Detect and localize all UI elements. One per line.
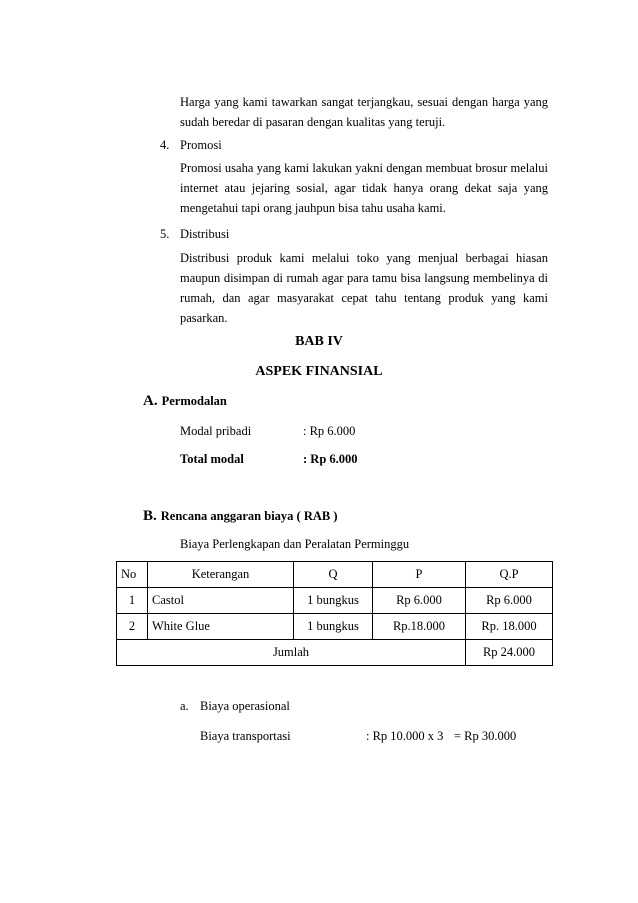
cell-no: 1 xyxy=(117,588,148,614)
total-value: Rp 24.000 xyxy=(466,640,553,666)
total-modal-value: : Rp 6.000 xyxy=(303,452,358,466)
list-item-distribusi xyxy=(160,224,229,244)
table-row xyxy=(117,588,553,614)
col-header-q: Q xyxy=(294,562,373,588)
col-header-qp: Q.P xyxy=(466,562,553,588)
modal-pribadi-value: : Rp 6.000 xyxy=(303,424,356,438)
section-letter: B. xyxy=(143,508,157,524)
list-number: 4. xyxy=(160,138,170,152)
operational-letter: a. xyxy=(180,699,189,713)
rab-table xyxy=(116,561,553,666)
list-title: Promosi xyxy=(180,138,222,152)
promosi-paragraph: Promosi usaha yang kami lakukan yakni dengan membuat brosur melalui internet atau jejaring sosial, agar tidak hanya orang dekat saja yang mengetahui tapi orang jauhpun bisa tahu usaha kami. xyxy=(180,161,548,215)
section-title: Permodalan xyxy=(161,394,227,408)
operational-title: Biaya operasional xyxy=(200,699,290,713)
col-header-p: P xyxy=(373,562,466,588)
col-header-keterangan: Keterangan xyxy=(148,562,294,588)
section-b-heading xyxy=(143,508,338,525)
total-label: Jumlah xyxy=(117,640,466,666)
list-item-promosi xyxy=(160,135,222,155)
table-total-row xyxy=(117,640,553,666)
cell-p: Rp 6.000 xyxy=(373,588,466,614)
cell-qp: Rp. 18.000 xyxy=(466,614,553,640)
transport-label: Biaya transportasi xyxy=(200,729,291,743)
total-modal-label: Total modal xyxy=(180,452,244,466)
chapter-number: BAB IV xyxy=(295,334,343,349)
harga-paragraph: Harga yang kami tawarkan sangat terjangkau, sesuai dengan harga yang sudah beredar di pasaran dengan kualitas yang teruji. xyxy=(180,95,548,129)
chapter-title: ASPEK FINANSIAL xyxy=(255,364,383,379)
transport-calc: : Rp 10.000 x 3 xyxy=(366,729,444,743)
section-title: Rencana anggaran biaya ( RAB ) xyxy=(160,509,338,523)
cell-keterangan: Castol xyxy=(148,588,294,614)
cell-q: 1 bungkus xyxy=(294,588,373,614)
table-row xyxy=(117,614,553,640)
section-a-heading xyxy=(143,393,227,410)
list-title: Distribusi xyxy=(180,227,230,241)
cell-p: Rp.18.000 xyxy=(373,614,466,640)
cell-keterangan: White Glue xyxy=(148,614,294,640)
table-header-row xyxy=(117,562,553,588)
cell-no: 2 xyxy=(117,614,148,640)
cell-qp: Rp 6.000 xyxy=(466,588,553,614)
distribusi-paragraph: Distribusi produk kami melalui toko yang menjual berbagai hiasan maupun disimpan di rumah agar para tamu bisa langsung membelinya di rumah, dan agar masyarakat cepat tahu tentang produk yang kami pasarkan. xyxy=(180,251,548,325)
col-header-no: No xyxy=(117,562,148,588)
cell-q: 1 bungkus xyxy=(294,614,373,640)
table-subtitle: Biaya Perlengkapan dan Peralatan Perminggu xyxy=(180,537,410,551)
modal-pribadi-label: Modal pribadi xyxy=(180,424,252,438)
section-letter: A. xyxy=(143,393,158,409)
transport-result: = Rp 30.000 xyxy=(454,729,517,743)
list-number: 5. xyxy=(160,227,170,241)
